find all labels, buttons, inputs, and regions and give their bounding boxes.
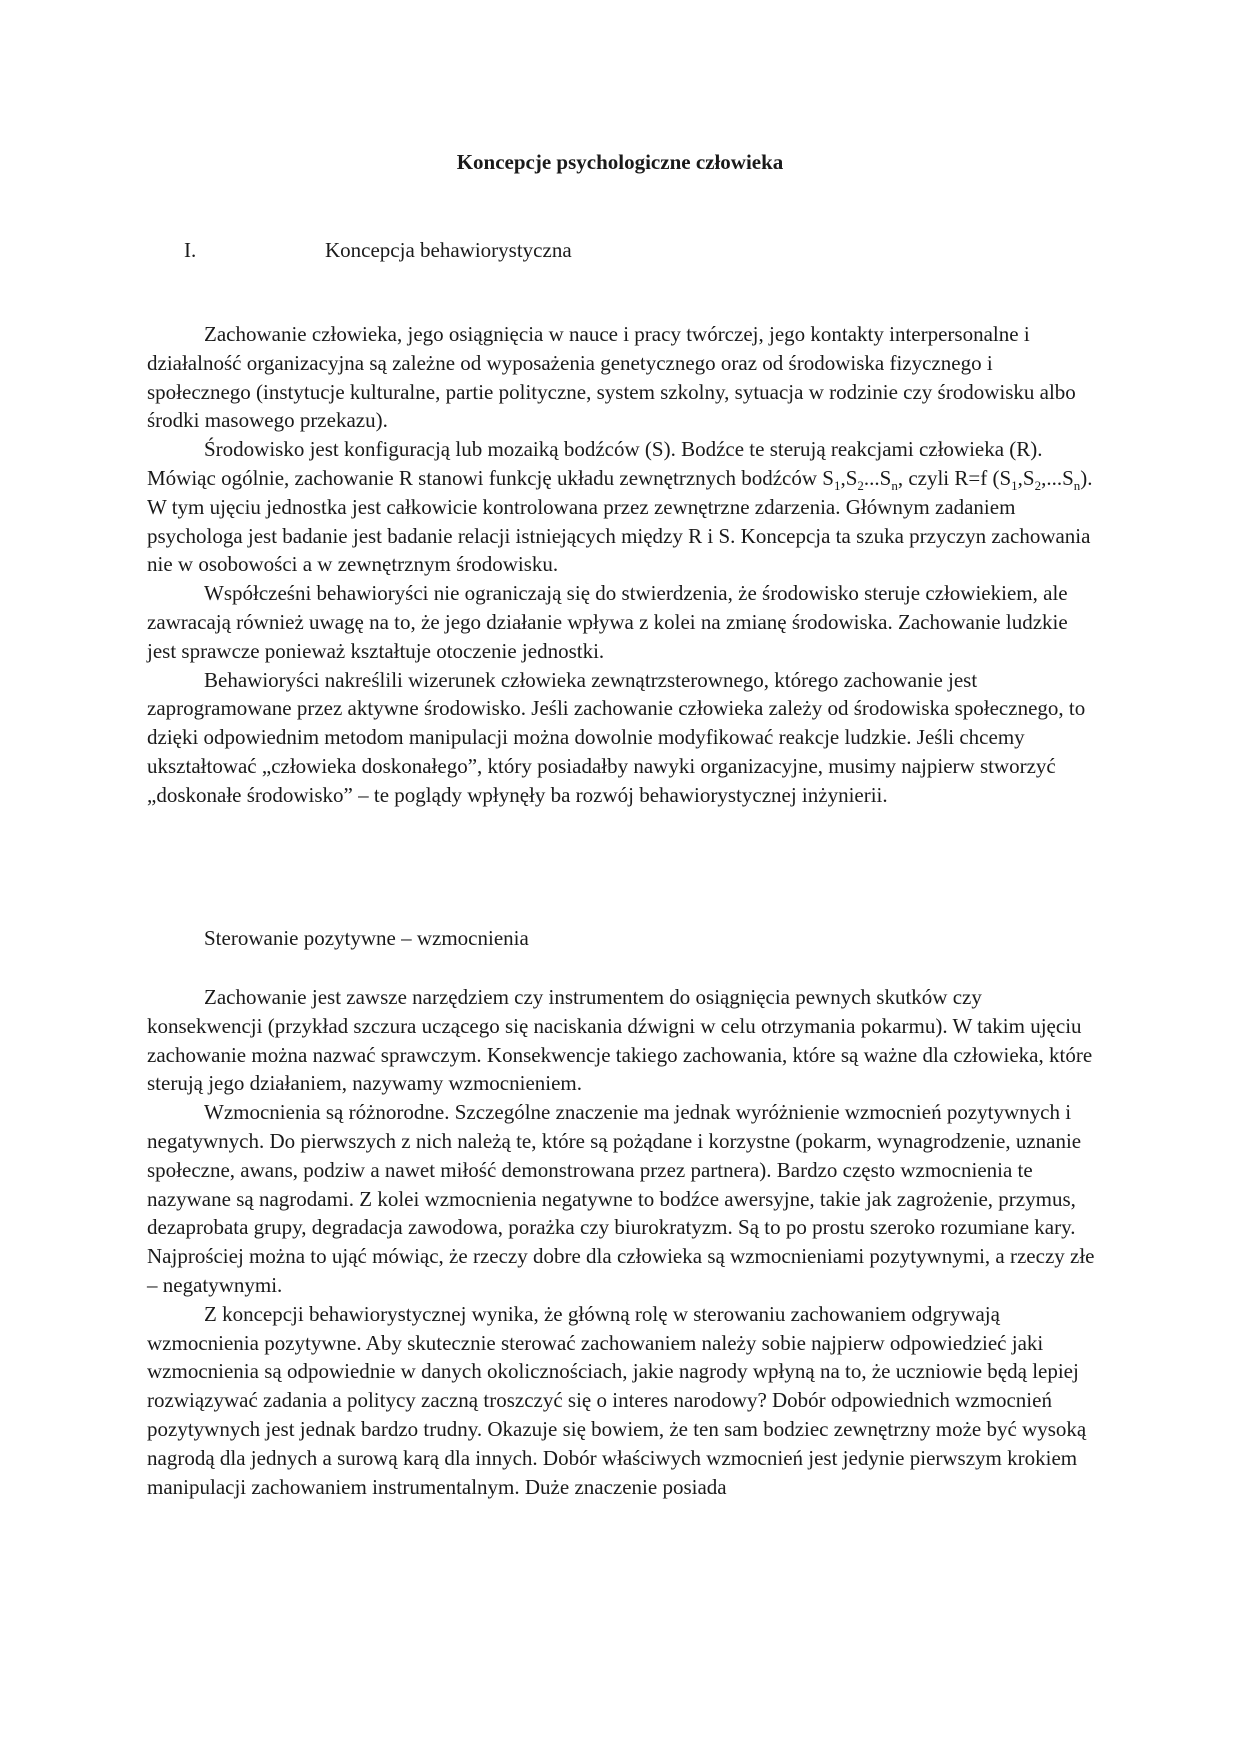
paragraph: Z koncepcji behawiorystycznej wynika, że główną rolę w sterowaniu zachowaniem odgrywają wzmocnienia pozytywne. Aby skutecznie sterować zachowaniem należy sobie najpierw odpowiedzieć jaki wzmocnienia są odpowiednie w danych okolicznościach, jakie nagrody wpłyną na to, że uczniowie będą lepiej rozwiązywać zadania a politycy zaczną troszczyć się o interes narodowy? Dobór odpowiednich wzmocnień pozytywnych jest jednak bardzo trudny. Okazuje się bowiem, że ten sam bodziec zewnętrzny może być wysoką nagrodą dla jednych a surową karą dla innych. Dobór właściwych wzmocnień jest jedynie pierwszym krokiem manipulacji zachowaniem instrumentalnym. Duże znaczenie posiada: [147, 1301, 1087, 1499]
paragraph: Środowisko jest konfiguracją lub mozaiką bodźców (S). Bodźce te sterują reakcjami człowieka (R). Mówiąc ogólnie, zachowanie R stanowi funkcję układu zewnętrznych bodźców $S_1,S_2...S_n$, czyli R=f $(S_1,S_2,...S_n)$. W tym ujęciu jednostka jest całkowicie kontrolowana przez zewnętrzne zdarzenia. Głównym zadaniem psychologa jest badanie jest badanie relacji istniejących między R i S. Koncepcja ta szuka przyczyn zachowania nie w osobowości a w zewnętrznym środowisku.: [147, 437, 1093, 577]
section-number: I.: [184, 238, 197, 262]
body-text-section-1: [147, 320, 1097, 810]
paragraph: Zachowanie jest zawsze narzędziem czy instrumentem do osiągnięcia pewnych skutków czy konsekwencji (przykład szczura uczącego się naciskania dźwigni w celu otrzymania pokarmu). W takim ujęciu zachowanie można nazwać sprawczym. Konsekwencje takiego zachowania, które są ważne dla człowieka, które sterują jego działaniem, nazywamy wzmocnieniem.: [147, 985, 1093, 1096]
paragraph: Wzmocnienia są różnorodne. Szczególne znaczenie ma jednak wyróżnienie wzmocnień pozytywnych i negatywnych. Do pierwszych z nich należą te, które są pożądane i korzystne (pokarm, wynagrodzenie, uznanie społeczne, awans, podziw a nawet miłość demonstrowana przez partnera). Bardzo często wzmocnienia te nazywane są nagrodami. Z kolei wzmocnienia negatywne to bodźce awersyjne, takie jak zagrożenie, przymus, dezaprobata grupy, degradacja zawodowa, porażka czy biurokratyzm. Są to po prostu szeroko rozumiane kary. Najprościej można to ująć mówiąc, że rzeczy dobre dla człowieka są wzmocnieniami pozytywnymi, a rzeczy złe – negatywnymi.: [147, 1100, 1095, 1297]
paragraph: Zachowanie człowieka, jego osiągnięcia w nauce i pracy twórczej, jego kontakty interpersonalne i działalność organizacyjna są zależne od wyposażenia genetycznego oraz od środowiska fizycznego i społecznego (instytucje kulturalne, partie polityczne, system szkolny, sytuacja w rodzinie czy środowisku albo środki masowego przekazu).: [147, 322, 1076, 433]
paragraph: Współcześni behawioryści nie ograniczają się do stwierdzenia, że środowisko steruje człowiekiem, ale zawracają również uwagę na to, że jego działanie wpływa z kolei na zmianę środowiska. Zachowanie ludzkie jest sprawcze ponieważ kształtuje otoczenie jednostki.: [147, 581, 1068, 663]
document-title: Koncepcje psychologiczne człowieka: [456, 150, 784, 174]
subsection-title: Sterowanie pozytywne – wzmocnienia: [204, 926, 529, 950]
paragraph: Behawioryści nakreślili wizerunek człowieka zewnątrzsterownego, którego zachowanie jest zaprogramowane przez aktywne środowisko. Jeśli zachowanie człowieka zależy od środowiska społecznego, to dzięki odpowiednim metodom manipulacji można dowolnie modyfikować reakcje ludzkie. Jeśli chcemy ukształtować „człowieka doskonałego”, który posiadałby nawyki organizacyjne, musimy najpierw stworzyć „doskonałe środowisko” – te poglądy wpłynęły ba rozwój behawiorystycznej inżynierii.: [147, 667, 1086, 807]
body-text-section-2: [147, 983, 1097, 1501]
section-title: Koncepcja behawiorystyczna: [325, 238, 572, 262]
